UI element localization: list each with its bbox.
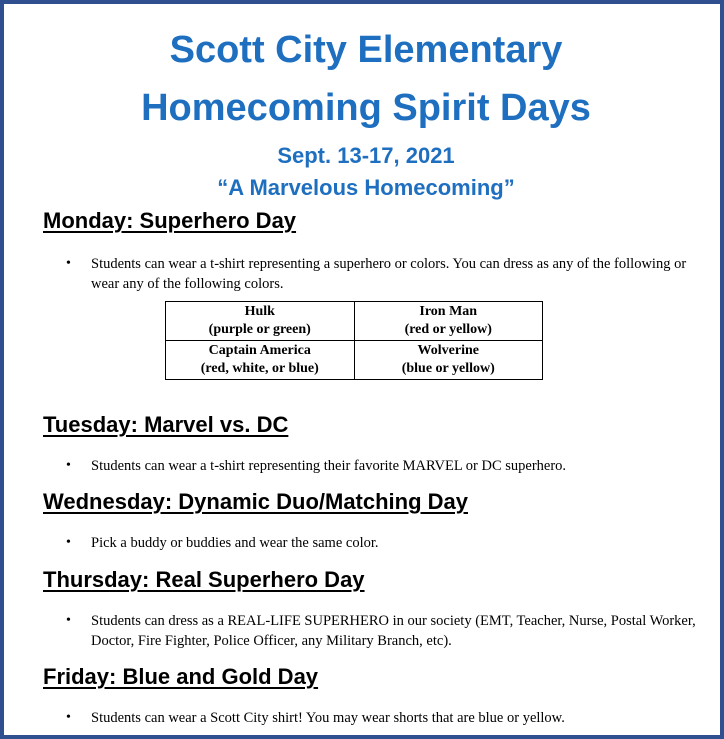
day-heading: Tuesday: Marvel vs. DC	[43, 412, 289, 437]
hero-colors: (purple or green)	[208, 322, 311, 337]
day-thursday	[4, 567, 724, 651]
day-monday	[4, 208, 724, 294]
hero-colors: (blue or yellow)	[401, 361, 495, 376]
event-title: Homecoming Spirit Days	[141, 87, 591, 129]
day-bullets	[4, 611, 724, 651]
list-item	[4, 708, 724, 728]
bullet-text: Students can wear a t-shirt representing their favorite MARVEL or DC superhero.	[91, 458, 567, 474]
day-bullets	[4, 254, 724, 294]
table-cell	[166, 302, 355, 341]
hero-name: Hulk	[244, 304, 275, 319]
day-wednesday	[4, 489, 724, 553]
hero-name: Iron Man	[419, 304, 478, 319]
day-bullets	[4, 533, 724, 553]
event-dates: Sept. 13-17, 2021	[277, 143, 455, 168]
day-heading: Thursday: Real Superhero Day	[43, 567, 365, 592]
bullet-icon: •	[66, 613, 71, 628]
bullet-text: Pick a buddy or buddies and wear the same color.	[91, 535, 379, 551]
bullet-icon: •	[66, 256, 71, 271]
hero-name: Wolverine	[417, 343, 479, 358]
table-cell	[354, 302, 543, 341]
bullet-text: Students can wear a t-shirt representing a superhero or colors. You can dress as any of the following or wear any of the following colors.	[91, 256, 687, 292]
table-cell	[166, 341, 355, 380]
hero-name: Captain America	[208, 343, 311, 358]
event-theme: “A Marvelous Homecoming”	[217, 175, 515, 200]
list-item	[4, 456, 724, 476]
day-heading: Wednesday: Dynamic Duo/Matching Day	[43, 489, 469, 514]
day-bullets	[4, 456, 724, 476]
table-cell	[354, 341, 543, 380]
day-bullets	[4, 708, 724, 728]
bullet-icon: •	[66, 535, 71, 550]
day-heading: Friday: Blue and Gold Day	[43, 664, 319, 689]
day-tuesday	[4, 412, 724, 476]
day-friday	[4, 664, 724, 728]
list-item	[4, 533, 724, 553]
day-heading: Monday: Superhero Day	[43, 208, 297, 233]
hero-colors: (red, white, or blue)	[200, 361, 319, 376]
list-item	[4, 611, 724, 651]
hero-colors: (red or yellow)	[404, 322, 492, 337]
bullet-text: Students can dress as a REAL-LIFE SUPERHERO in our society (EMT, Teacher, Nurse, Postal Worker, Doctor, Fire Fighter, Police Officer, any Military Branch, etc).	[91, 613, 696, 649]
bullet-text: Students can wear a Scott City shirt! You may wear shorts that are blue or yellow.	[91, 710, 565, 726]
table-row	[166, 341, 543, 380]
school-title: Scott City Elementary	[169, 29, 563, 71]
table-row	[166, 302, 543, 341]
bullet-icon: •	[66, 710, 71, 725]
bullet-icon: •	[66, 458, 71, 473]
list-item	[4, 254, 724, 294]
hero-color-table	[165, 301, 543, 380]
